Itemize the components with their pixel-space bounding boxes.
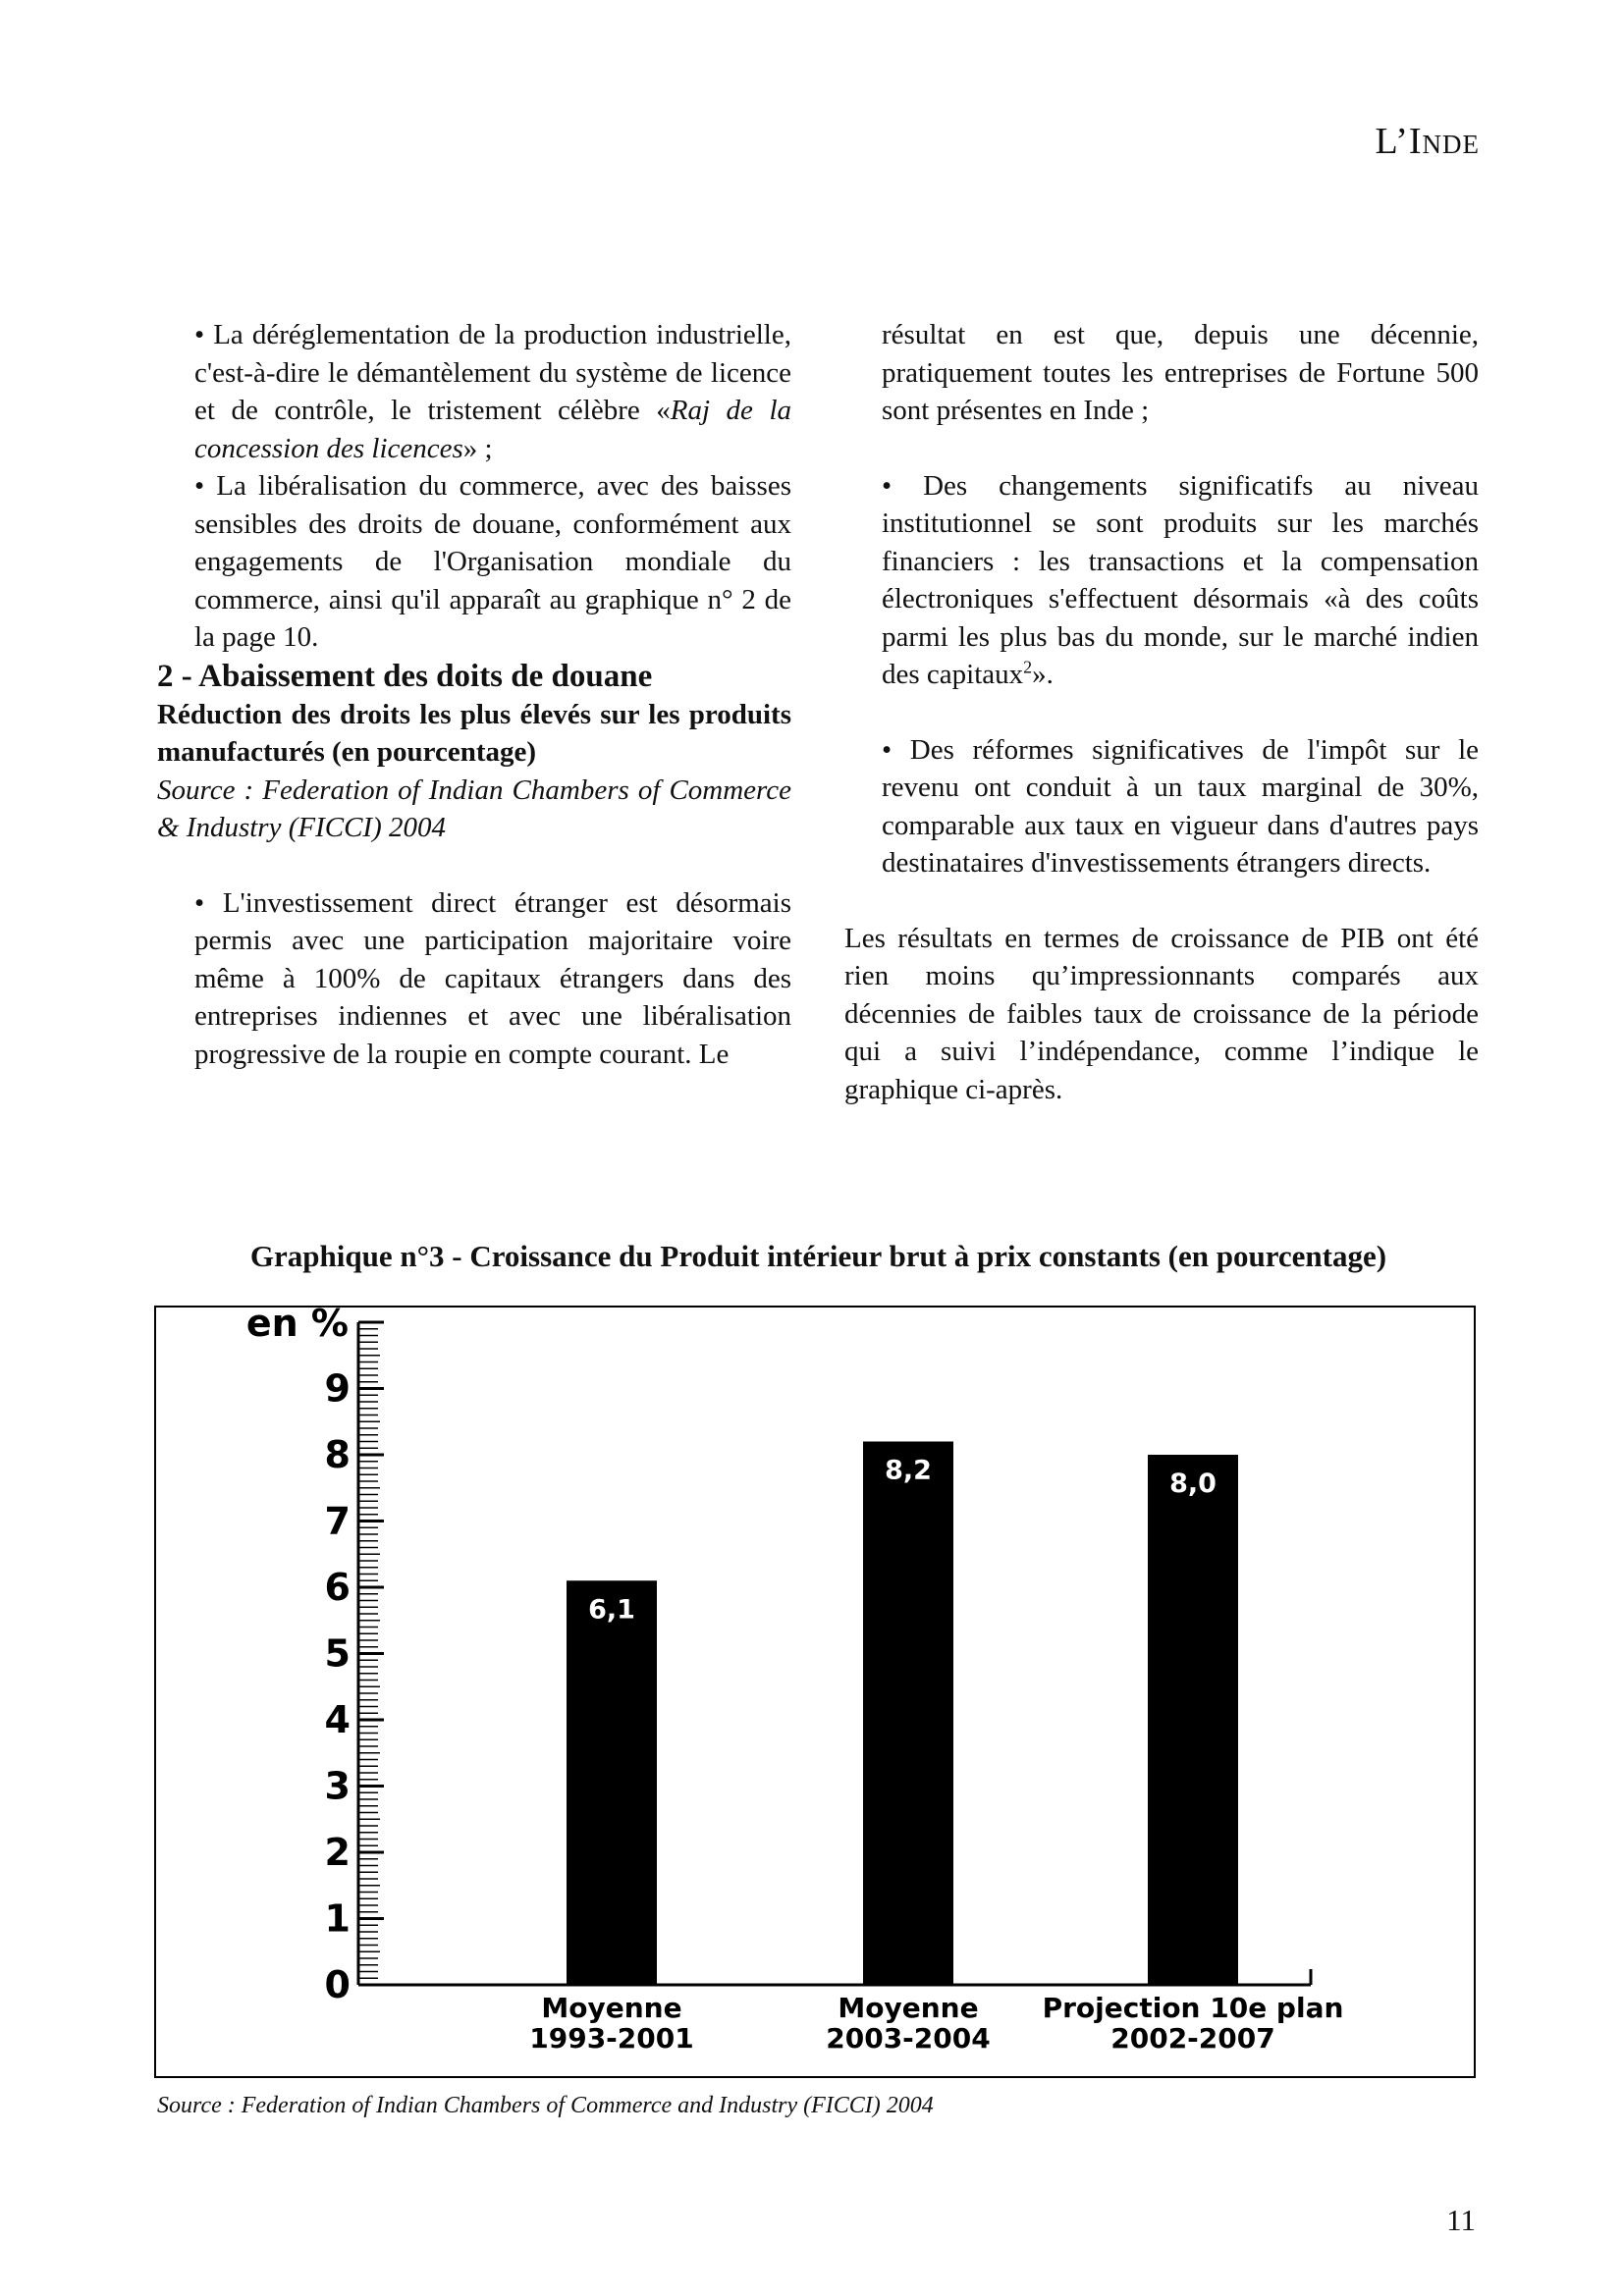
- x-category-label: Projection 10e plan: [1042, 1992, 1344, 2024]
- section-heading: 2 - Abaissement des doits de douane: [157, 658, 653, 694]
- bullet-deregulation-text: • La déréglementation de la production industrielle, c'est-à-dire le démantèlement du système de licence et de contrôle, le tristement célèbre «: [194, 319, 791, 426]
- bullet-deregulation-italic: Raj de la concession des licences: [194, 395, 791, 464]
- continuation-text: résultat en est que, depuis une décennie, pratiquement toutes les entreprises de Fortune 500 sont présentes en Inde ;: [882, 319, 1479, 426]
- y-tick-label: 7: [324, 1499, 351, 1543]
- bar-3: [1148, 1455, 1238, 1985]
- bar-value-label: 8,2: [885, 1455, 932, 1486]
- y-tick-label: 0: [324, 1963, 351, 2006]
- bar-value-label: 6,1: [588, 1594, 635, 1626]
- bar-1: [567, 1580, 657, 1985]
- figure-title: Réduction des droits les plus élevés sur les produits manufacturés (en pourcentage): [157, 698, 791, 768]
- bullet-fdi: • L'investissement direct étranger est désormais permis avec une participation majoritaire voire même à 100% de capitaux étrangers dans des entreprises indiennes et avec une libéralisation progressive de la roupie en compte courant. Le: [194, 886, 791, 1070]
- bullet-deregulation-end: » ;: [462, 432, 493, 464]
- chart-svg: [156, 1308, 1473, 2075]
- gdp-paragraph: Les résultats en termes de croissance de PIB ont été rien moins qu’impressionnants comparés aux décennies de faibles taux de croissance de la période qui a suivi l’indépendance, comme l’indique le graphique ci-après.: [844, 922, 1479, 1105]
- bar-chart: [154, 1306, 1476, 2078]
- y-axis-label: en %: [245, 1308, 349, 1345]
- x-category-label: 1993-2001: [529, 2022, 694, 2055]
- bullet-deregulation: [157, 316, 791, 467]
- y-tick-label: 6: [324, 1566, 351, 1609]
- chart-title: Graphique n°3 - Croissance du Produit intérieur brut à prix constants (en pourcentage): [249, 1239, 1387, 1273]
- x-category-label: Moyenne: [838, 1992, 979, 2024]
- y-tick-label: 1: [324, 1896, 351, 1941]
- bar-2: [863, 1442, 953, 1986]
- y-tick-label: 5: [324, 1631, 351, 1676]
- page-number: 11: [1446, 2203, 1476, 2237]
- x-category-label: Moyenne: [541, 1992, 682, 2024]
- bullet-trade-liberalisation: • La libéralisation du commerce, avec des baisses sensibles des droits de douane, conformément aux engagements de l'Organisation mondiale du commerce, ainsi qu'il apparaît au graphique n° 2 de la page 10.: [194, 470, 791, 653]
- figure-source: Source : Federation of Indian Chambers of Commerce & Industry (FICCI) 2004: [157, 774, 791, 843]
- left-column: [157, 316, 791, 1073]
- bullet-tax-reform: • Des réformes significatives de l'impôt sur le revenu ont conduit à un taux marginal de 30%, comparable aux taux en vigueur dans d'autres pays destinataires d'investissements étrangers directs.: [882, 733, 1479, 879]
- y-tick-label: 4: [324, 1698, 351, 1741]
- y-tick-label: 9: [324, 1366, 351, 1411]
- y-tick-label: 2: [324, 1831, 351, 1874]
- y-tick-label: 8: [324, 1433, 351, 1476]
- running-title: L’Inde: [1375, 121, 1480, 162]
- x-category-label: 2003-2004: [826, 2022, 991, 2055]
- chart-source: Source : Federation of Indian Chambers of Commerce and Industry (FICCI) 2004: [157, 2093, 934, 2118]
- bullet-financial-text: • Des changements significatifs au niveau institutionnel se sont produits sur les marchés financiers : les transactions et la compensation électroniques s'effectuent désormais «à des coûts parmi les plus bas du monde, sur le marché indien des capitaux: [882, 469, 1479, 690]
- y-tick-label: 3: [324, 1764, 351, 1808]
- bullet-financial-markets: [844, 467, 1479, 694]
- right-column: [844, 316, 1479, 1108]
- footnote-ref: 2: [1023, 657, 1033, 677]
- x-category-label: 2002-2007: [1110, 2022, 1275, 2055]
- bar-value-label: 8,0: [1169, 1468, 1217, 1499]
- bullet-financial-end: ».: [1032, 659, 1054, 690]
